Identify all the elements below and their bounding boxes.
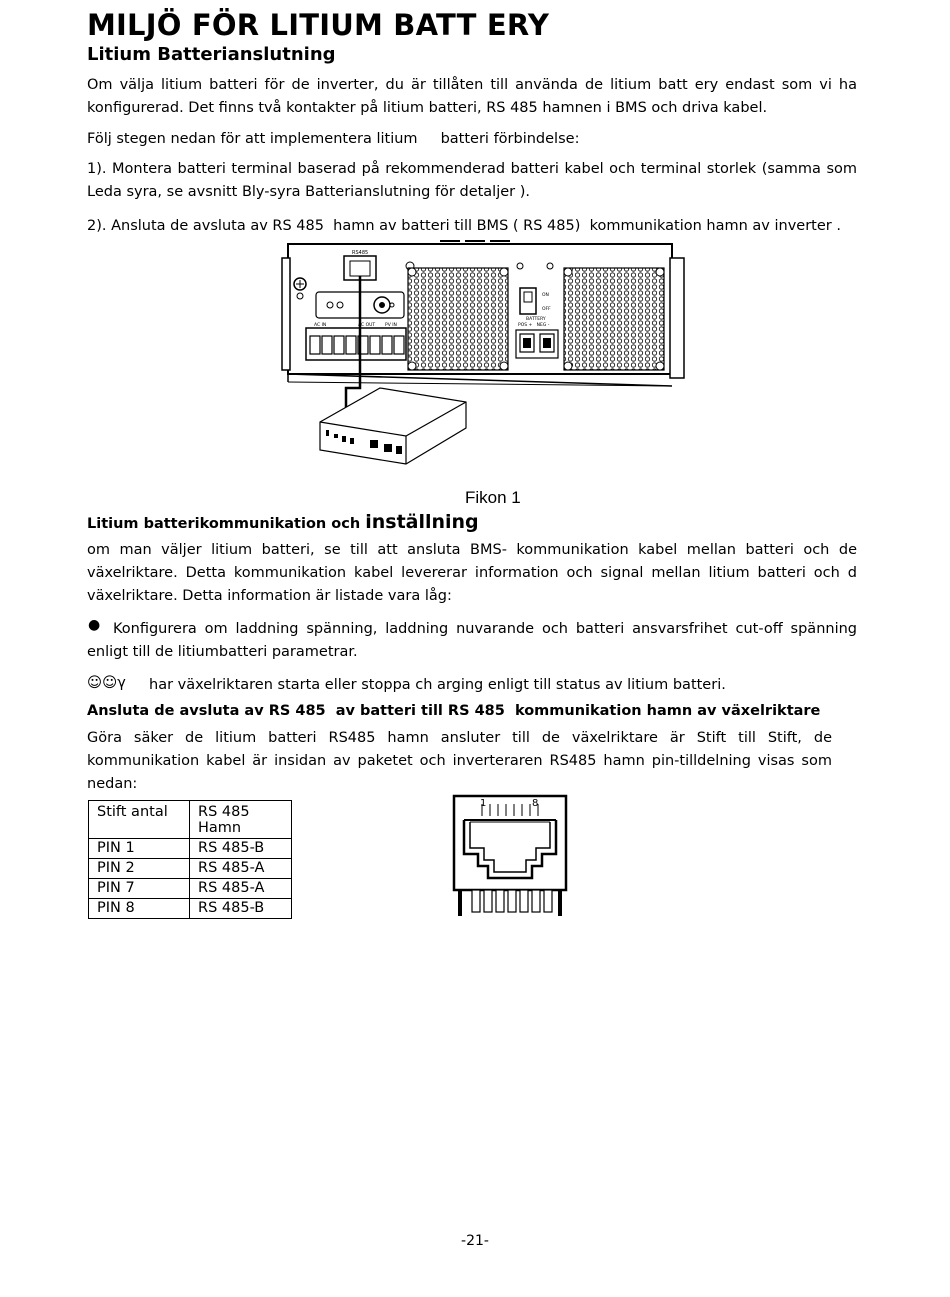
intro-paragraph: Om välja litium batteri för de inverter, du är tillåten till använda de litium batt ery endast som vi ha konfigurerad. Det finns två kontakter på litium batteri, RS 485 hamnen i BMS och driva kabel. [87,77,857,116]
table-row [89,879,292,899]
pv-in-label: PV IN [385,323,397,328]
communication-heading [87,511,479,533]
communication-heading-small: Litium batterikommunikation och [87,516,366,532]
table-header-row [89,801,292,839]
table-cell: RS 485-B [190,839,292,859]
switch-on-label: ON [542,293,549,298]
figure-caption: Fikon 1 [465,488,521,507]
page-number: -21- [461,1233,489,1249]
table-row [89,859,292,879]
switch-off-label: OFF [542,307,551,312]
table-row [89,899,292,919]
steps-intro: Följ stegen nedan för att implementera litium batteri förbindelse: [87,131,580,147]
ac-out-label: AC OUT [358,323,376,328]
connector-pin-8-label: 8 [532,798,539,809]
communication-paragraph: om man väljer litium batteri, se till att ansluta BMS- kommunikation kabel mellan batteri och de växelriktare. Detta kommunikation kabel levererar information och signal mellan litium batteri och d växelriktare. Detta information är listade vara låg: [87,542,857,604]
bullet-glyphs: ☺☺γ [87,675,126,691]
table-cell: RS 485-A [190,879,292,899]
table-header-port: RS 485 Hamn [190,801,292,839]
table-row [89,839,292,859]
table-cell: PIN 7 [89,879,190,899]
battery-label: BATTERY [526,317,546,322]
bullet-configure: Konfigurera om laddning spänning, laddning nuvarande och batteri ansvarsfrihet cut-off spänning enligt till de litiumbatteri parametrar. [87,621,857,660]
step-1: 1). Montera batteri terminal baserad på rekommenderad batteri kabel och terminal storlek (samma som Leda syra, se avsnitt Bly-syra Batterianslutning för detaljer ). [87,161,857,200]
page-title: MILJÖ FÖR LITIUM BATT ERY [87,8,550,42]
connector-pin-1-label: 1 [480,798,487,809]
inverter-battery-diagram [280,236,700,488]
table-cell: PIN 8 [89,899,190,919]
bullet-charging: har växelriktaren starta eller stoppa ch arging enligt till status av litium batteri. [149,677,726,693]
table-cell: PIN 2 [89,859,190,879]
ac-in-label: AC IN [314,323,327,328]
bullet-dot: ● [88,617,101,633]
connect-paragraph: Göra säker de litium batteri RS485 hamn ansluter till de växelriktare är Stift till Stift, de kommunikation kabel är insidan av paketet och inverteraren RS485 hamn pin-tilldelning visas som nedan: [87,730,832,792]
rs485-port-label: RS485 [352,250,369,256]
communication-heading-big: inställning [365,511,479,533]
pin-assignment-table [88,800,292,919]
connect-heading: Ansluta de avsluta av RS 485 av batteri till RS 485 kommunikation hamn av växelriktare [87,703,821,719]
table-cell: PIN 1 [89,839,190,859]
table-header-pin: Stift antal [89,801,190,839]
battery-polarity-label: POS + NEG - [518,323,550,328]
table-cell: RS 485-A [190,859,292,879]
table-cell: RS 485-B [190,899,292,919]
rj45-connector-diagram [450,792,570,920]
step-2: 2). Ansluta de avsluta av RS 485 hamn av batteri till BMS ( RS 485) kommunikation hamn av inverter . [87,218,841,234]
section-subtitle: Litium Batterianslutning [87,44,336,65]
